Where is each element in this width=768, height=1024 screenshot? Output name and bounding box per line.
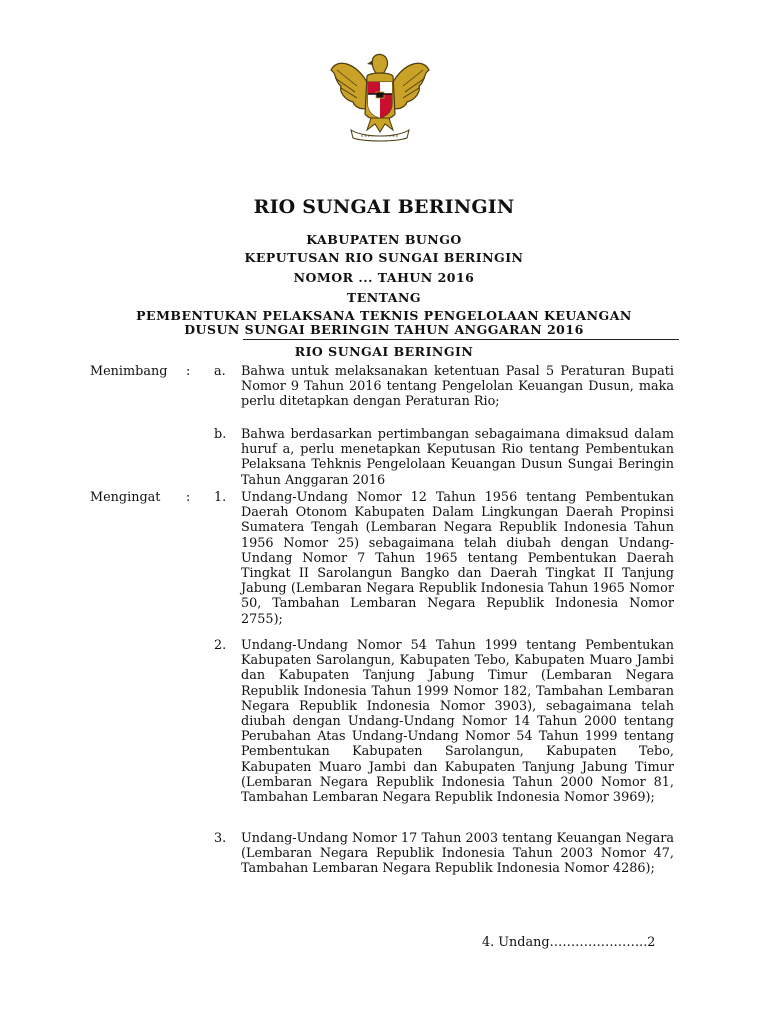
mengingat-item-marker: 1.	[214, 490, 227, 505]
mengingat-item-marker: 3.	[214, 831, 227, 846]
mengingat-item-text: Undang-Undang Nomor 17 Tahun 2003 tentang Keuangan Negara (Lembaran Negara Republik Indonesia Tahun 2003 Nomor 47, Tambahan Lembaran Negara Republik Indonesia Nomor 4286);	[241, 831, 674, 877]
menimbang-item-marker: a.	[214, 364, 226, 379]
menimbang-label: Menimbang	[90, 364, 168, 379]
page-continuation: 4. Undang…………………..2	[482, 935, 656, 950]
mengingat-item-text: Undang-Undang Nomor 12 Tahun 1956 tentang Pembentukan Daerah Otonom Kabupaten Dalam Lingkungan Daerah Propinsi Sumatera Tengah (Lembaran Negara Republik Indonesia Tahun 1956 Nomor 25) sebagaimana telah diubah dengan Undang-Undang Nomor 7 Tahun 1965 tentang Pembentukan Daerah Tingkat II Sarolangun Bangko dan Daerah Tingkat II Tanjung Jabung (Lembaran Negara Republik Indonesia Tahun 1965 Nomor 50, Tambahan Lembaran Negara Republik Indonesia Nomor 2755);	[241, 490, 674, 627]
heading-divider	[243, 339, 679, 340]
page-title: RIO SUNGAI BERINGIN	[253, 196, 515, 218]
decree-heading: KEPUTUSAN RIO SUNGAI BERINGIN	[244, 250, 524, 265]
mengingat-item-marker: 2.	[214, 638, 227, 653]
subject-line-2: DUSUN SUNGAI BERINGIN TAHUN ANGGARAN 2016	[184, 322, 584, 337]
subject-line-1: PEMBENTUKAN PELAKSANA TEKNIS PENGELOLAAN KEUANGAN	[136, 308, 632, 323]
decree-number: NOMOR ... TAHUN 2016	[293, 270, 475, 285]
mengingat-label: Mengingat	[90, 490, 161, 505]
garuda-emblem-icon	[327, 52, 433, 142]
menimbang-item-text: Bahwa berdasarkan pertimbangan sebagaimana dimaksud dalam huruf a, perlu menetapkan Keputusan Rio tentang Pembentukan Pelaksana Tehknis Pengelolaan Keuangan Dusun Sungai Beringin Tahun Anggaran 2016	[241, 427, 674, 488]
garuda-emblem	[327, 52, 433, 142]
issuer-heading: RIO SUNGAI BERINGIN	[294, 344, 474, 359]
menimbang-colon: :	[186, 364, 191, 379]
regency-heading: KABUPATEN BUNGO	[306, 232, 462, 247]
menimbang-item-text: Bahwa untuk melaksanakan ketentuan Pasal 5 Peraturan Bupati Nomor 9 Tahun 2016 tentang Pengelolan Keuangan Dusun, maka perlu ditetapkan dengan Peraturan Rio;	[241, 364, 674, 410]
mengingat-colon: :	[186, 490, 191, 505]
about-heading: TENTANG	[346, 290, 422, 305]
menimbang-item-marker: b.	[214, 427, 227, 442]
mengingat-item-text: Undang-Undang Nomor 54 Tahun 1999 tentang Pembentukan Kabupaten Sarolangun, Kabupaten Tebo, Kabupaten Muaro Jambi dan Kabupaten Tanjung Jabung Timur (Lembaran Negara Republik Indonesia Tahun 1999 Nomor 182, Tambahan Lembaran Negara Republik Indonesia Nomor 3903), sebagaimana telah diubah dengan Undang-Undang Nomor 14 Tahun 2000 tentang Perubahan Atas Undang-Undang Nomor 54 Tahun 1999 tentang Pembentukan Kabupaten Sarolangun, Kabupaten Tebo, Kabupaten Muaro Jambi dan Kabupaten Tanjung Jabung Timur (Lembaran Negara Republik Indonesia Tahun 2000 Nomor 81, Tambahan Lembaran Negara Republik Indonesia Nomor 3969);	[241, 638, 674, 806]
